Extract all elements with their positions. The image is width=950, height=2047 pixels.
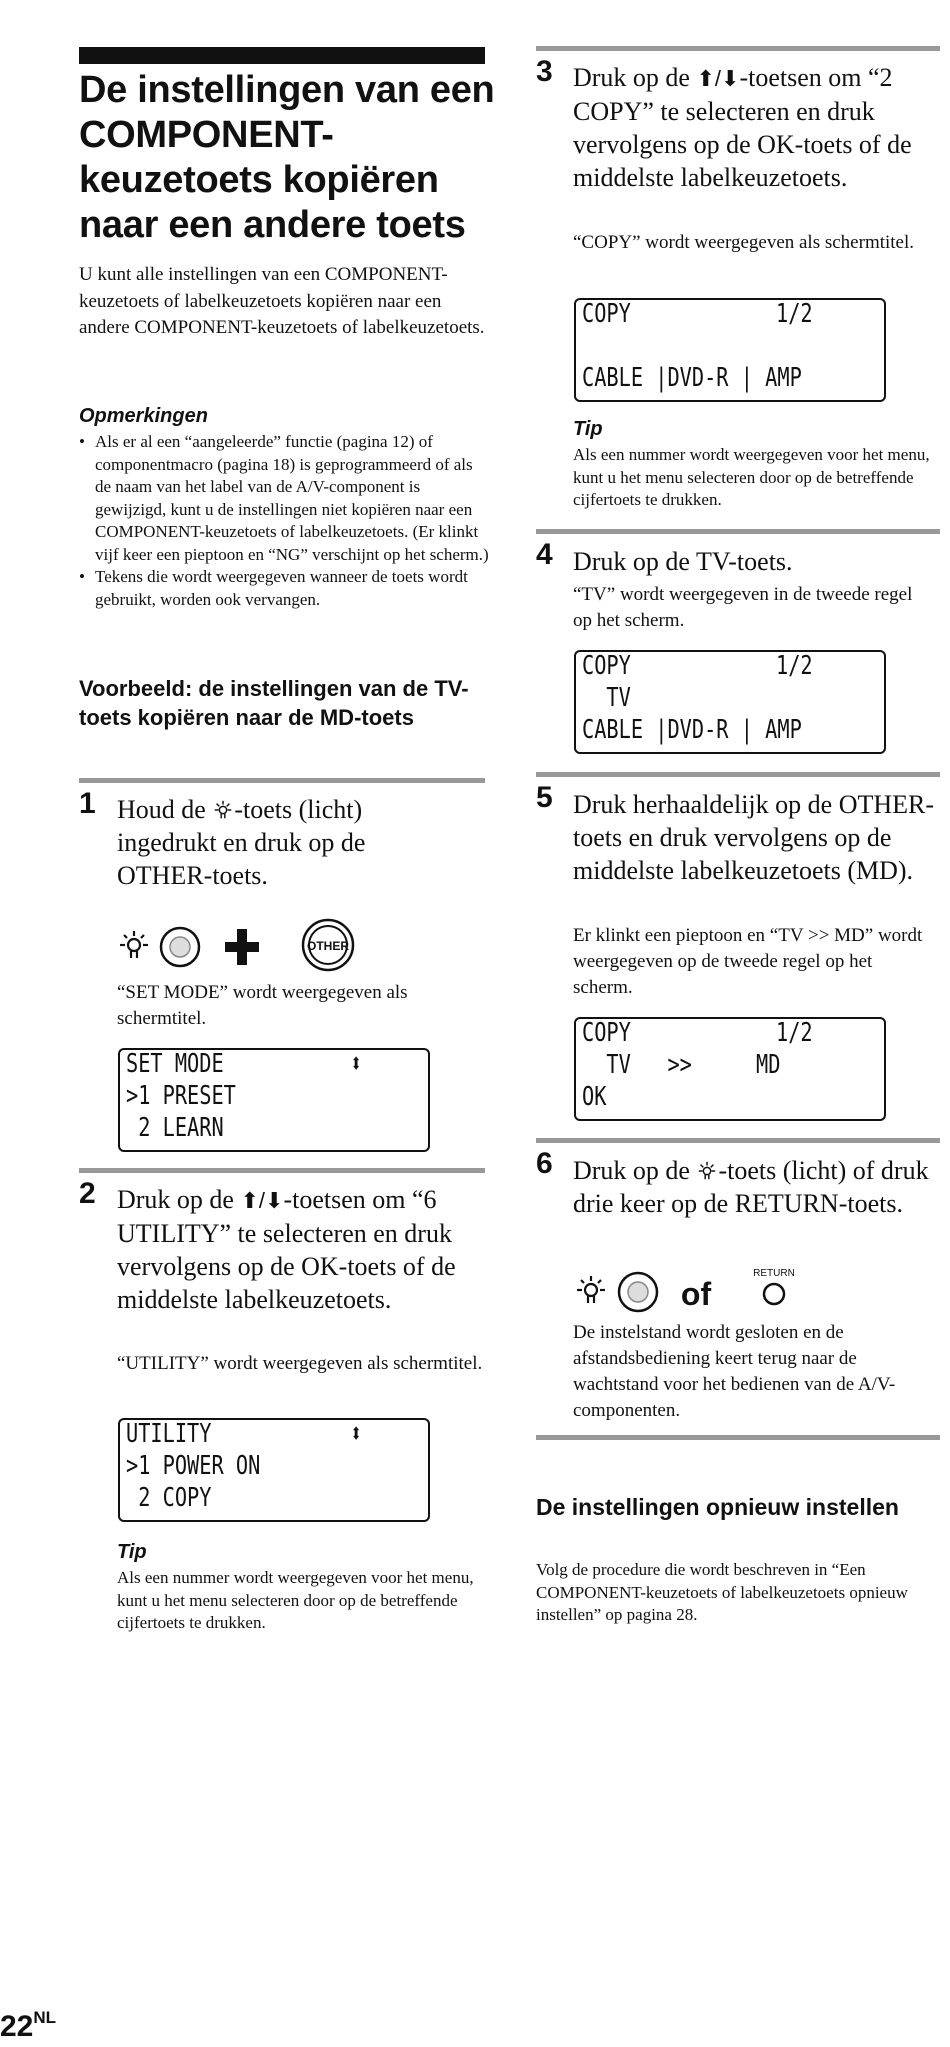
step-1-text xyxy=(117,793,457,892)
return-key-label: RETURN xyxy=(753,1268,795,1279)
lcd-line: SET MODE xyxy=(126,1049,224,1079)
step-divider xyxy=(536,1138,940,1143)
step-3-text xyxy=(573,61,943,194)
section-divider xyxy=(536,1435,940,1440)
tip-text: Als een nummer wordt weergegeven voor het menu, kunt u het menu selecteren door op de betreffende cijfertoets te drukken. xyxy=(117,1568,474,1632)
lcd-line: UTILITY xyxy=(126,1419,212,1449)
example-heading: Voorbeeld: de instellingen van de TV-toets kopiëren naar de MD-toets xyxy=(79,676,469,730)
light-icon xyxy=(696,1160,718,1182)
page-title: De instellingen van een COMPONENT-keuzetoets kopiëren naar een andere toets xyxy=(79,69,495,246)
notes-list xyxy=(79,431,491,611)
tip-text: Als een nummer wordt weergegeven voor het menu, kunt u het menu selecteren door op de betreffende cijfertoets te drukken. xyxy=(573,445,930,509)
intro-text: U kunt alle instellingen van een COMPONENT-keuzetoets of labelkeuzetoets kopiëren naar een andere COMPONENT-keuzetoets of labelkeuzetoets. xyxy=(79,264,485,338)
scroll-arrows-icon: ⬍ xyxy=(350,1049,363,1079)
lcd-line: TV >> xyxy=(582,1050,692,1080)
step-text-part: Houd de xyxy=(117,795,213,824)
reset-text: Volg de procedure die wordt beschreven in “Een COMPONENT-keuzetoets of labelkeuzetoets opnieuw instellen” op pagina 28. xyxy=(536,1560,908,1624)
step-6-text xyxy=(573,1154,943,1220)
light-or-return-icon xyxy=(572,1264,812,1316)
step-5-text: Druk herhaaldelijk op de OTHER-toets en druk vervolgens op de middelste labelkeuzetoets (MD). xyxy=(573,790,935,885)
lcd-line: COPY xyxy=(582,651,631,681)
lcd-page-indicator: 1/2 xyxy=(776,1018,813,1048)
step-2-result: “UTILITY” wordt weergegeven als schermtitel. xyxy=(117,1353,483,1374)
step-3-result: “COPY” wordt weergegeven als schermtitel. xyxy=(573,232,915,253)
lcd-page-indicator: 1/2 xyxy=(776,299,813,329)
step-text-part: -toets (licht) of druk drie keer op de RETURN-toets. xyxy=(573,1156,929,1218)
lcd-line: TV xyxy=(582,683,631,713)
light-plus-other-icon xyxy=(115,915,365,975)
light-icon xyxy=(212,799,234,821)
step-text-part: -toetsen om “6 UTILITY” te selecteren en druk vervolgens op de OK-toets of de middelste labelkeuzetoets. xyxy=(117,1185,456,1314)
step-4-text: Druk op de TV-toets. xyxy=(573,547,793,576)
lcd-line: CABLE |DVD-R | AMP xyxy=(582,363,802,393)
lcd-display xyxy=(574,298,886,402)
page-number-value: 22 xyxy=(0,2010,34,2043)
notes-heading: Opmerkingen xyxy=(79,405,208,427)
step-number: 4 xyxy=(536,538,553,571)
step-2-text xyxy=(117,1183,487,1316)
step-number: 5 xyxy=(536,781,553,814)
or-label: of xyxy=(680,1276,712,1312)
step-text-part: Druk op de xyxy=(573,63,697,92)
lcd-display xyxy=(118,1048,430,1152)
step-divider xyxy=(536,46,940,51)
lcd-line: >1 POWER ON xyxy=(126,1451,261,1481)
lcd-display xyxy=(118,1418,430,1522)
step-text-part: -toetsen om “2 COPY” te selecteren en druk vervolgens op de OK-toets of de middelste labelkeuzetoets. xyxy=(573,63,912,192)
step-number: 3 xyxy=(536,55,553,88)
tip-heading: Tip xyxy=(573,418,603,440)
step-number: 1 xyxy=(79,787,96,820)
step-text-part: Druk op de xyxy=(117,1185,241,1214)
lcd-line: CABLE |DVD-R | AMP xyxy=(582,715,802,745)
page-language-suffix: NL xyxy=(33,2008,57,2027)
other-key-label: OTHER xyxy=(307,939,349,953)
step-4-result: “TV” wordt weergegeven in de tweede regel op het scherm. xyxy=(573,584,913,631)
lcd-line: MD xyxy=(756,1050,781,1080)
step-5-result: Er klinkt een pieptoon en “TV >> MD” wordt weergegeven op de tweede regel op het scherm. xyxy=(573,925,923,998)
lcd-display xyxy=(574,650,886,754)
title-bar xyxy=(79,47,485,64)
step-divider xyxy=(536,772,940,777)
step-divider xyxy=(79,778,485,783)
step-6-result: De instelstand wordt gesloten en de afstandsbediening keert terug naar de wachtstand voor het bedienen van de A/V-componenten. xyxy=(573,1322,896,1421)
lcd-line: 2 COPY xyxy=(126,1483,212,1513)
lcd-page-indicator: 1/2 xyxy=(776,651,813,681)
step-divider xyxy=(536,529,940,534)
lcd-display xyxy=(574,1017,886,1121)
up-down-arrows-icon: ⬆/⬇ xyxy=(696,66,740,91)
reset-heading: De instellingen opnieuw instellen xyxy=(536,1494,899,1520)
lcd-line: 2 LEARN xyxy=(126,1113,224,1143)
up-down-arrows-icon: ⬆/⬇ xyxy=(240,1188,284,1213)
lcd-line: COPY xyxy=(582,1018,631,1048)
step-text-part: Druk op de xyxy=(573,1156,697,1185)
note-item: • Als er al een “aangeleerde” functie (pagina 12) of componentmacro (pagina 18) is geprogrammeerd of als de naam van het label van de A/V-component is gewijzigd, kunt u de instellingen niet kopiëren naar een COMPONENT-keuzetoets of labelkeuzetoets. (Er klinkt vijf keer een pieptoon en “NG” verschijnt op het scherm.) xyxy=(79,431,491,566)
lcd-line: >1 PRESET xyxy=(126,1081,236,1111)
step-1-result: “SET MODE” wordt weergegeven als schermtitel. xyxy=(117,982,408,1029)
page-number xyxy=(0,2008,56,2044)
step-divider xyxy=(79,1168,485,1173)
step-number: 2 xyxy=(79,1177,96,1210)
step-number: 6 xyxy=(536,1147,553,1180)
tip-heading: Tip xyxy=(117,1541,147,1563)
lcd-line: OK xyxy=(582,1082,607,1112)
note-item: • Tekens die wordt weergegeven wanneer de toets wordt gebruikt, worden ook vervangen. xyxy=(79,566,491,611)
lcd-line: COPY xyxy=(582,299,631,329)
step-text-part: -toets (licht) ingedrukt en druk op de OTHER-toets. xyxy=(117,795,366,890)
scroll-arrows-icon: ⬍ xyxy=(350,1419,363,1449)
